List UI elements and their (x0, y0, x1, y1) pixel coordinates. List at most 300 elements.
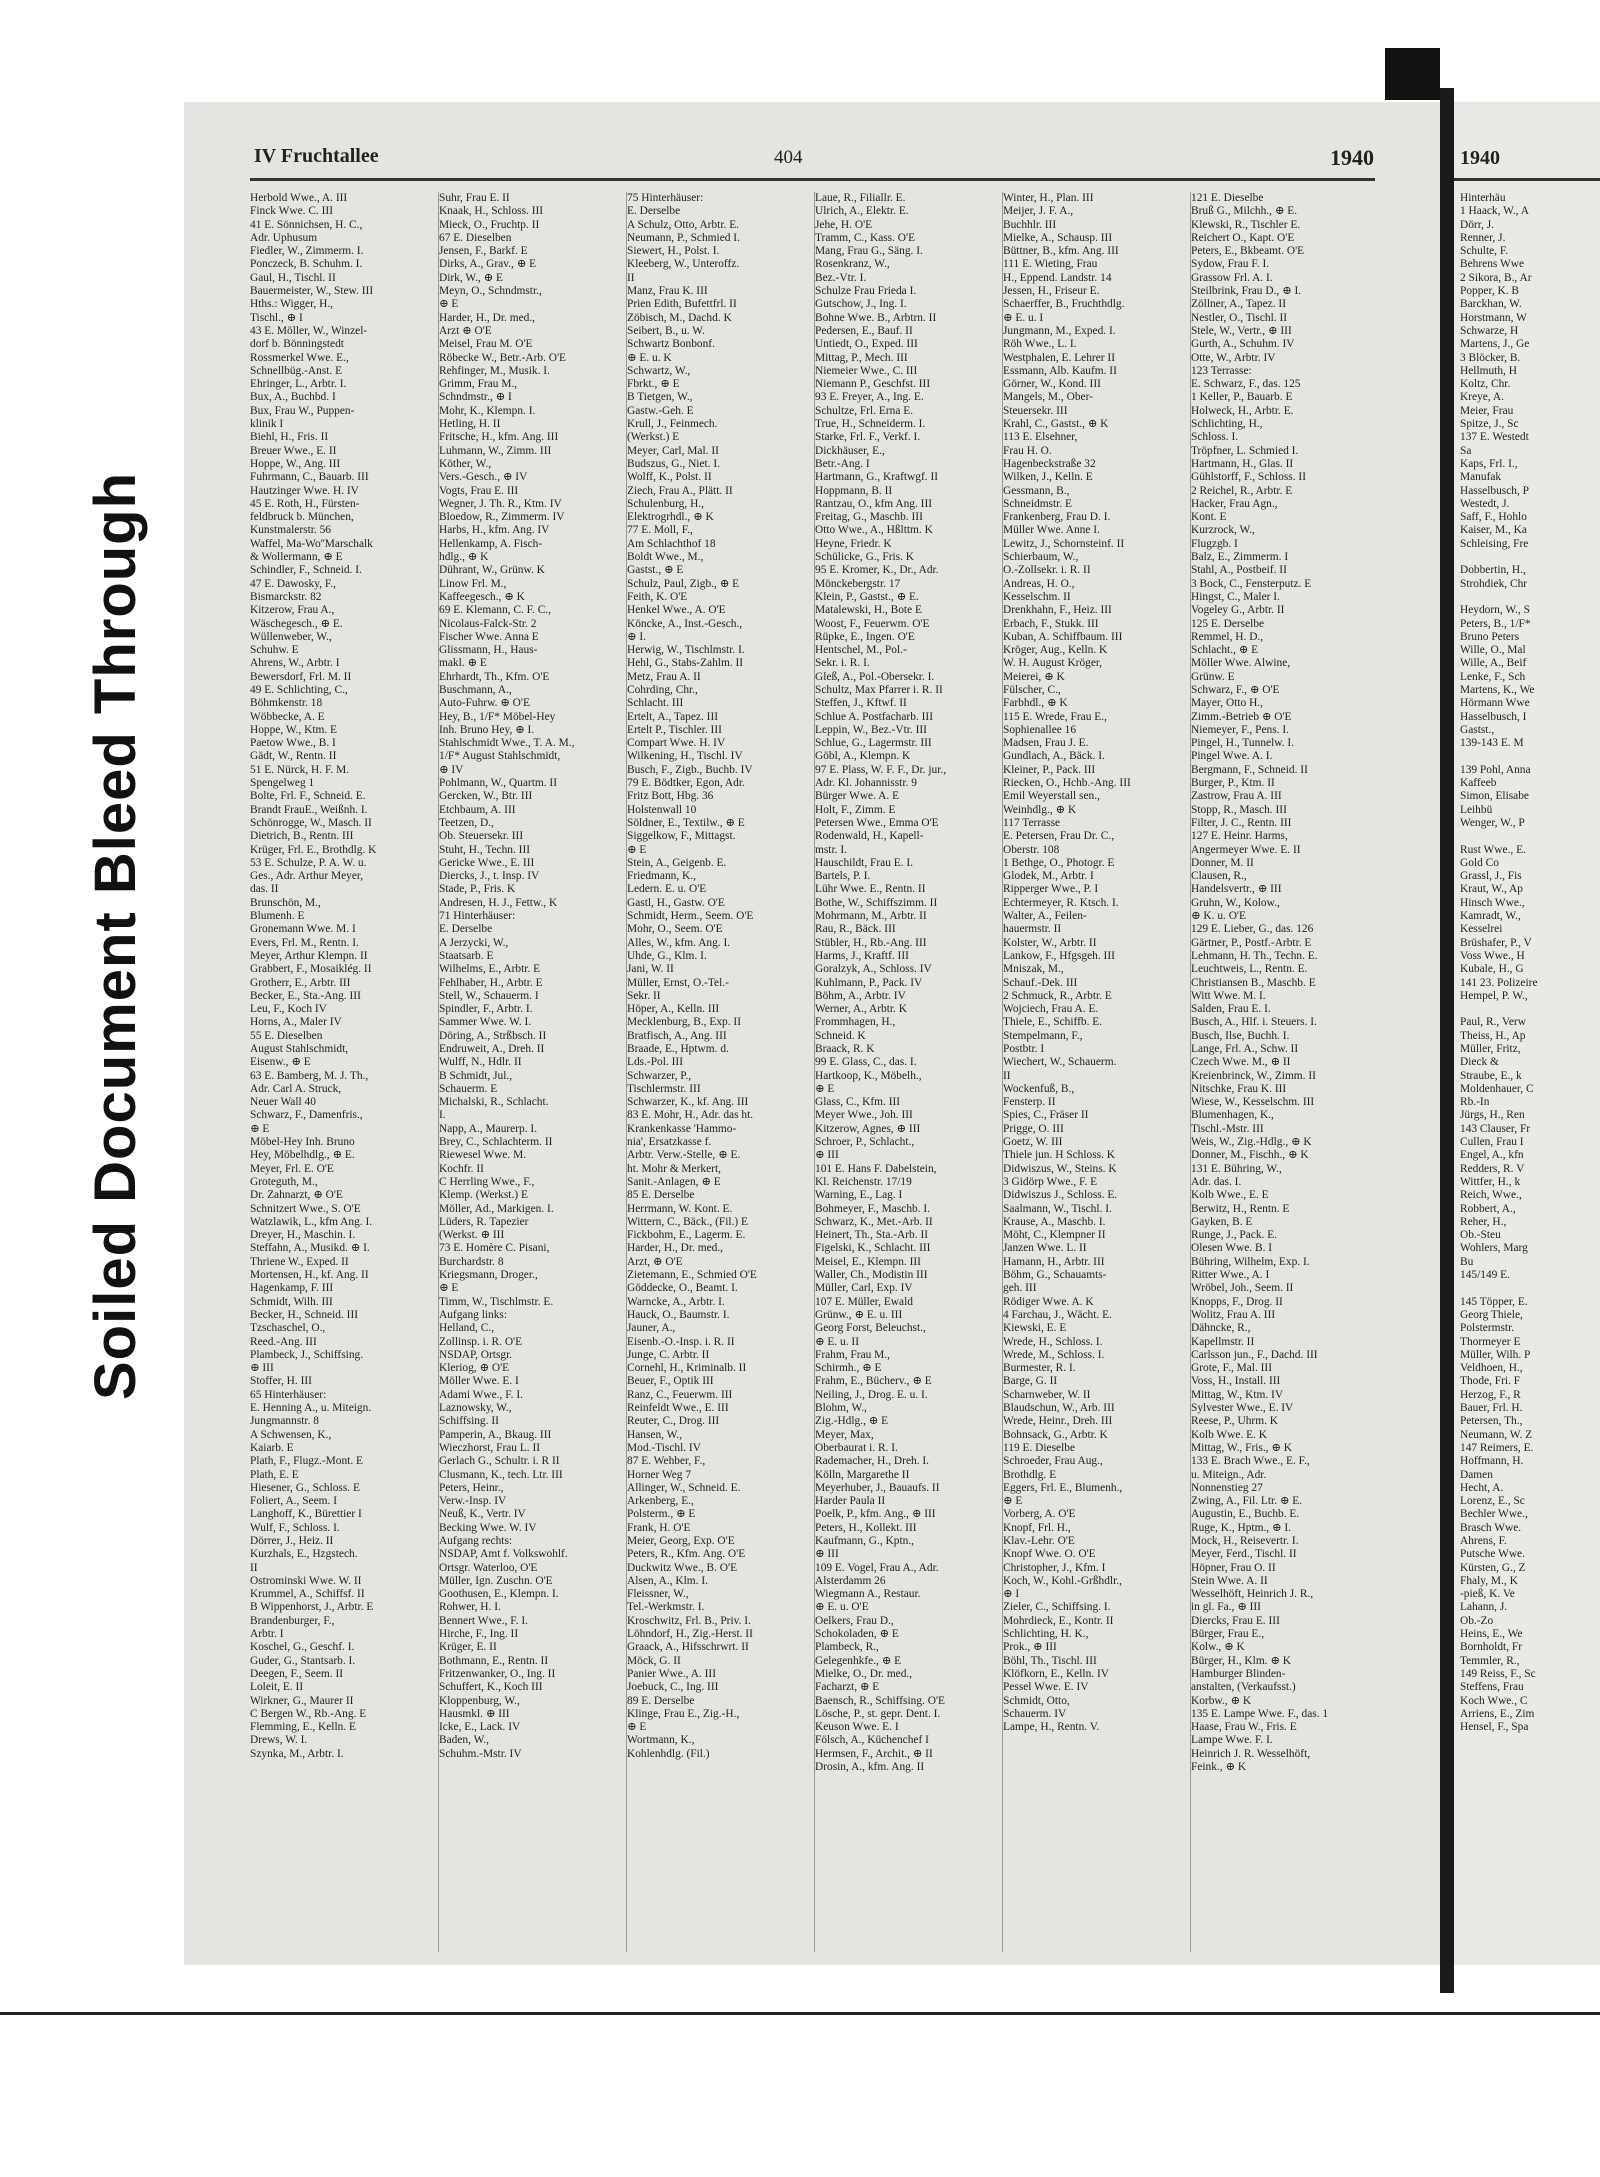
directory-entry: Dietrich, B., Rentn. III (250, 830, 354, 843)
directory-entry: Niemann P., Geschfst. III (815, 378, 931, 391)
directory-entry: makl. ⊕ E (439, 657, 487, 670)
directory-entry: Tel.-Werkmstr. I. (627, 1601, 705, 1614)
directory-entry: Eisenw., ⊕ E (250, 1056, 311, 1069)
directory-entry: Saalmann, W., Tischl. I. (1003, 1202, 1112, 1215)
directory-entry: ⊕ E. u. II (815, 1335, 860, 1348)
directory-entry: Helland, C., (439, 1322, 495, 1335)
directory-entry: ⊕ III (815, 1548, 839, 1561)
directory-entry: geh. III (1003, 1282, 1037, 1295)
directory-entry: C Herrling Wwe., F., (439, 1175, 535, 1188)
adjacent-entry: 145 Töpper, E. (1460, 1295, 1528, 1308)
adjacent-entry: Heins, E., We (1460, 1628, 1523, 1641)
directory-entry: Jungmannstr. 8 (250, 1415, 319, 1428)
directory-entry: Haase, Frau W., Fris. E (1191, 1721, 1297, 1734)
directory-entry: Ulrich, A., Elektr. E. (815, 205, 909, 218)
directory-entry: Emil Weyerstall sen., (1003, 790, 1100, 803)
directory-entry: Grünw. E (1191, 670, 1235, 683)
directory-column-5 (1002, 192, 1189, 1952)
directory-entry: Möller Wwe. E. I (439, 1375, 519, 1388)
directory-entry: Schwarz, F., Damenfris., (250, 1109, 363, 1122)
adjacent-entry: Hempel, P. W., (1460, 989, 1528, 1002)
directory-entry: Schlue, G., Lagermstr. III (815, 737, 932, 750)
directory-entry: Glodek, M., Arbtr. I (1003, 870, 1094, 883)
directory-entry: Lampe Wwe. F. I. (1191, 1734, 1273, 1747)
directory-entry: Schroer, P., Schlacht., (815, 1136, 915, 1149)
directory-entry: 3 Bock, C., Fensterputz. E (1191, 577, 1312, 590)
directory-entry: E. Henning A., u. Miteign. (250, 1402, 372, 1415)
directory-entry: Rau, R., Bäck. III (815, 923, 896, 936)
directory-entry: 111 E. Wieting, Frau (1003, 258, 1098, 271)
directory-entry: Söldner, E., Textilw., ⊕ E (627, 816, 745, 829)
adjacent-entry: Kamradt, W., (1460, 910, 1521, 923)
directory-entry: Blohm, W., (815, 1402, 867, 1415)
directory-entry: Kont. E (1191, 511, 1227, 524)
adjacent-entry: Westedt, J. (1460, 497, 1510, 510)
directory-entry: Oberbaurat i. R. I. (815, 1441, 898, 1454)
directory-entry: Kleeberg, W., Unteroffz. (627, 258, 740, 271)
directory-entry: Jungmann, M., Exped. I. (1003, 324, 1116, 337)
directory-entry: Pamperin, A., Bkaug. III (439, 1428, 552, 1441)
directory-entry: Graack, A., Hifsschrwrt. II (627, 1641, 749, 1654)
directory-entry: Bohne Wwe. B., Arbtrn. II (815, 311, 937, 324)
directory-entry: Fritz Bott, Hbg. 36 (627, 790, 714, 803)
directory-entry: Klewski, R., Tischler E. (1191, 218, 1301, 231)
directory-entry: Joebuck, C., Ing. III (627, 1681, 719, 1694)
directory-entry: Feink., ⊕ K (1191, 1761, 1247, 1774)
directory-entry: Hagenbeckstraße 32 (1003, 457, 1096, 470)
directory-entry: 65 Hinterhäuser: (250, 1388, 327, 1401)
directory-entry: Böhm, G., Schauamts- (1003, 1269, 1107, 1282)
directory-entry: Köther, W., (439, 457, 492, 470)
directory-entry: Wesselhöft, Heinrich J. R., (1191, 1588, 1314, 1601)
directory-entry: Paetow Wwe., B. I (250, 737, 336, 750)
directory-entry: Horns, A., Maler IV (250, 1016, 342, 1029)
directory-entry: Fbrkt., ⊕ E (627, 378, 680, 391)
directory-entry: Rehfinger, M., Musik. I. (439, 364, 550, 377)
directory-entry: Biehl, H., Fris. II (250, 431, 329, 444)
adjacent-entry: Redders, R. V (1460, 1162, 1525, 1175)
adjacent-page-year: 1940 (1460, 147, 1500, 169)
directory-entry: Kohlenhdlg. (Fil.) (627, 1747, 710, 1760)
directory-entry: Hermsen, F., Archit., ⊕ II (815, 1747, 933, 1760)
directory-entry: Busch, A., Hlf. i. Steuers. I. (1191, 1016, 1317, 1029)
adjacent-entry: Schwarze, H (1460, 324, 1519, 337)
directory-entry: Gärtner, P., Postf.-Arbtr. E (1191, 936, 1312, 949)
directory-entry: Sekr. II (627, 989, 661, 1002)
directory-entry: Salden, Frau E. I. (1191, 1003, 1271, 1016)
directory-entry: hauermstr. II (1003, 923, 1062, 936)
directory-entry: Friedmann, K., (627, 870, 696, 883)
directory-entry: Rodenwald, H., Kapell- (815, 830, 924, 843)
directory-entry: Echtermeyer, R. Ktsch. I. (1003, 896, 1119, 909)
directory-entry: Kölln, Margarethe II (815, 1468, 910, 1481)
directory-entry: 119 E. Dieselbe (1003, 1441, 1076, 1454)
directory-entry: Prien Edith, Bufettfrl. II (627, 298, 737, 311)
directory-entry: Peters, Heinr., (439, 1481, 504, 1494)
adjacent-entry: 149 Reiss, F., Sc (1460, 1667, 1536, 1680)
directory-entry: Mohr, O., Seem. O'E (627, 923, 723, 936)
directory-entry: Frommhagen, H., (815, 1016, 896, 1029)
directory-entry: Langhoff, K., Bürettier I (250, 1508, 362, 1521)
directory-entry: 43 E. Möller, W., Winzel- (250, 324, 368, 337)
directory-entry: Meyer Wwe., Joh. III (815, 1109, 913, 1122)
directory-entry: Carlsson jun., F., Dachd. III (1191, 1348, 1318, 1361)
directory-entry: Warncke, A., Arbtr. I. (627, 1295, 725, 1308)
adjacent-entry: Bu (1460, 1255, 1474, 1268)
directory-entry: Schmidt, Wilh. III (250, 1295, 333, 1308)
directory-entry: Siggelkow, F., Mittagst. (627, 830, 736, 843)
directory-entry: Steilbrink, Frau D., ⊕ I. (1191, 285, 1302, 298)
adjacent-entry: Lorenz, E., Sc (1460, 1495, 1525, 1508)
adjacent-entry: 141 23. Polizeire (1460, 976, 1538, 989)
directory-entry: Schloss. I. (1191, 431, 1239, 444)
directory-entry: Bohmeyer, F., Maschb. I. (815, 1202, 931, 1215)
directory-entry: Bux, Frau W., Puppen- (250, 404, 355, 417)
directory-entry: Schnellbüg.-Anst. E (250, 364, 343, 377)
directory-entry: Ledern. E. u. O'E (627, 883, 707, 896)
directory-entry: Arzt, ⊕ O'E (627, 1255, 683, 1268)
directory-entry: Oelkers, Frau D., (815, 1614, 894, 1627)
directory-entry: A Jerzycki, W., (439, 936, 509, 949)
directory-entry: Wilkening, H., Tischl. IV (627, 750, 743, 763)
directory-entry: 71 Hinterhäuser: (439, 910, 516, 923)
directory-entry: Burchardstr. 8 (439, 1255, 504, 1268)
directory-entry: Spies, C., Fräser II (1003, 1109, 1089, 1122)
adjacent-entry: Sa (1460, 444, 1472, 457)
directory-entry: Knopf, Frl. H., (1003, 1521, 1071, 1534)
directory-entry: Peters, H., Kollekt. III (815, 1521, 917, 1534)
directory-entry: 93 E. Freyer, A., Ing. E. (815, 391, 924, 404)
directory-entry: Flugzgb. I (1191, 537, 1238, 550)
directory-entry: Brandenburger, F., (250, 1614, 335, 1627)
directory-entry: Schwarz, K., Met.-Arb. II (815, 1215, 933, 1228)
directory-column-2 (438, 192, 625, 1952)
directory-entry: Ruge, K., Hptm., ⊕ I. (1191, 1521, 1292, 1534)
directory-entry: Alles, W., kfm. Ang. I. (627, 936, 731, 949)
directory-entry: Weinhdlg., ⊕ K (1003, 803, 1077, 816)
directory-entry: 127 E. Heinr. Harms, (1191, 830, 1288, 843)
directory-entry: Schulz, Paul, Zigb., ⊕ E (627, 577, 740, 590)
directory-entry: Elektrogrhdl., ⊕ K (627, 511, 714, 524)
adjacent-entry: Moldenhauer, C (1460, 1082, 1534, 1095)
directory-entry: Frankenberg, Frau D. I. (1003, 511, 1111, 524)
adjacent-entry: 147 Reimers, E. (1460, 1441, 1534, 1454)
directory-entry: Grabbert, F., Mosaiklég. II (250, 963, 372, 976)
directory-entry: Farbhdl., ⊕ K (1003, 697, 1068, 710)
directory-entry: Stahlschmidt Wwe., T. A. M., (439, 737, 575, 750)
directory-entry: Dreyer, H., Maschin. I. (250, 1229, 356, 1242)
directory-entry: Pessel Wwe. E. IV (1003, 1681, 1089, 1694)
directory-entry: Nicolaus-Falck-Str. 2 (439, 617, 537, 630)
directory-entry: Scharnweber, W. II (1003, 1388, 1091, 1401)
directory-entry: Gaul, H., Tischl. II (250, 271, 336, 284)
directory-entry: Bühring, Wilhelm, Exp. I. (1191, 1255, 1310, 1268)
directory-entry: Höper, A., Kelln. III (627, 1003, 720, 1016)
directory-entry: Diercks, J., t. Insp. IV (439, 870, 540, 883)
directory-entry: Arzt ⊕ O'E (439, 324, 492, 337)
directory-entry: B Tietgen, W., (627, 391, 693, 404)
directory-entry: Horner Weg 7 (627, 1468, 692, 1481)
directory-entry: NSDAP, Amt f. Volkswohlf. (439, 1548, 568, 1561)
directory-entry: Fuhrmann, C., Bauarb. III (250, 471, 369, 484)
directory-entry: Müller, Ernst, O.-Tel.- (627, 976, 729, 989)
directory-entry: Olesen Wwe. B. I (1191, 1242, 1273, 1255)
directory-entry: Diercks, Frau E. III (1191, 1614, 1280, 1627)
adjacent-entry: Hensel, F., Spa (1460, 1721, 1529, 1734)
directory-entry: Harder, H., Dr. med., (439, 311, 536, 324)
directory-entry: Bux, A., Buchbd. I (250, 391, 336, 404)
directory-entry: Spengelweg 1 (250, 777, 315, 790)
directory-entry: Siewert, H., Polst. I. (627, 245, 720, 258)
street-heading: IV Fruchtallee (254, 145, 379, 167)
directory-entry: ht. Mohr & Merkert, (627, 1162, 721, 1175)
directory-entry: Görner, W., Kond. III (1003, 378, 1101, 391)
adjacent-entry: Reher, H., (1460, 1215, 1507, 1228)
adjacent-entry: Kesselrei (1460, 923, 1503, 936)
directory-entry: Bürger Wwe. A. E (815, 790, 900, 803)
directory-entry: feldbruck b. München, (250, 511, 354, 524)
directory-entry: 83 E. Mohr, H., Adr. das ht. (627, 1109, 754, 1122)
adjacent-entry: Martens, J., Ge (1460, 338, 1530, 351)
directory-entry: Stempelmann, F., (1003, 1029, 1083, 1042)
directory-entry: Matalewski, H., Bote E (815, 604, 922, 617)
directory-page (184, 102, 1440, 1965)
adjacent-entry: Reich, Wwe., (1460, 1189, 1522, 1202)
directory-entry: II (1003, 1069, 1011, 1082)
directory-entry: Meierei, ⊕ K (1003, 670, 1065, 683)
directory-entry: Lösche, P., st. gepr. Dent. I. (815, 1707, 941, 1720)
directory-entry: Hirche, F., Ing. II (439, 1628, 519, 1641)
directory-entry: (Werkst.) E (627, 431, 680, 444)
adjacent-entry: Horstmann, W (1460, 311, 1527, 324)
adjacent-entry: Hoffmann, H. (1460, 1455, 1524, 1468)
adjacent-entry: Dörr, J. (1460, 218, 1495, 231)
adjacent-entry: Spitze, J., Sc (1460, 418, 1519, 431)
directory-entry: Herbold Wwe., A. III (250, 192, 348, 204)
directory-entry: Ehringer, L., Arbtr. I. (250, 378, 347, 391)
directory-entry: Verw.-Insp. IV (439, 1495, 507, 1508)
directory-entry: Schindler, F., Schneid. I. (250, 564, 362, 577)
directory-entry: Gerlach G., Schultr. i. R II (439, 1455, 560, 1468)
adjacent-entry: Kaffeeb (1460, 777, 1497, 790)
header-rule (250, 178, 1375, 181)
directory-entry: Stoffer, H. III (250, 1375, 312, 1388)
directory-entry: 85 E. Derselbe (627, 1189, 695, 1202)
adjacent-entry: Voss Wwe., H (1460, 949, 1525, 962)
directory-entry: Braack, R. K (815, 1043, 875, 1055)
directory-entry: Becking Wwe. W. IV (439, 1521, 537, 1534)
directory-entry: Boldt Wwe., M., (627, 551, 704, 564)
directory-entry: Gühlstorff, F., Schloss. II (1191, 471, 1307, 484)
directory-entry: Oberstr. 108 (1003, 843, 1060, 856)
adjacent-entry: Wittfer, H., k (1460, 1175, 1521, 1188)
binding-edge (1440, 88, 1454, 1993)
directory-entry: Luhmann, W., Zimm. III (439, 444, 552, 457)
adjacent-entry (1460, 830, 1600, 843)
directory-entry: 67 E. Dieselben (439, 231, 512, 244)
directory-entry: Frank, H. O'E (627, 1521, 691, 1534)
adjacent-entry: 139-143 E. M (1460, 737, 1524, 750)
directory-entry: Kunstmalerstr. 56 (250, 524, 331, 537)
directory-entry: Kreienbrinck, W., Zimm. II (1191, 1069, 1316, 1082)
directory-entry: Knaak, H., Schloss. III (439, 205, 544, 218)
adjacent-entry: Petersen, Th., (1460, 1415, 1523, 1428)
directory-entry: Schndmstr., ⊕ I (439, 391, 512, 404)
adjacent-entry: Brüshafer, P., V (1460, 936, 1532, 949)
adjacent-entry: Rb.-In (1460, 1096, 1490, 1109)
directory-entry: Müller, Ign. Zuschn. O'E (439, 1574, 553, 1587)
adjacent-entry: Cullen, Frau I (1460, 1136, 1524, 1149)
directory-entry: Sammer Wwe. W. I. (439, 1016, 532, 1029)
directory-entry: Donner, M., Fischh., ⊕ K (1191, 1149, 1309, 1162)
adjacent-entry: 143 Clauser, Fr (1460, 1122, 1531, 1135)
adjacent-entry: Renner, J. (1460, 231, 1506, 244)
adjacent-entry (1460, 591, 1600, 604)
directory-entry: Sekr. i. R. I. (815, 657, 870, 670)
directory-entry: Rosenkranz, W., (815, 258, 890, 271)
adjacent-entry: Fhaly, M., K (1460, 1574, 1518, 1587)
directory-entry: Tzschaschel, O., (250, 1322, 326, 1335)
directory-entry: Kolb Wwe., E. E (1191, 1189, 1269, 1202)
directory-entry: Hamburger Blinden- (1191, 1667, 1286, 1680)
directory-entry: Brunschön, M., (250, 896, 321, 909)
directory-entry: Henkel Wwe., A. O'E (627, 604, 726, 617)
directory-entry: Vers.-Gesch., ⊕ IV (439, 471, 528, 484)
directory-entry: Adr. Uphusum (250, 231, 318, 244)
directory-entry: Staatsarb. E (439, 949, 494, 962)
directory-entry: Loleit, E. II (250, 1681, 304, 1694)
directory-entry: Lüders, R. Tapezier (439, 1215, 529, 1228)
directory-entry: Meyer, Arthur Klempn. II (250, 949, 368, 962)
directory-entry: mstr. I. (815, 843, 847, 856)
directory-entry: Dörrer, J., Heiz. II (250, 1534, 334, 1547)
directory-entry: Herwig, W., Tischlmstr. I. (627, 644, 745, 657)
directory-entry: Hartmann, H., Glas. II (1191, 457, 1294, 470)
directory-entry: Clausen, R., (1191, 870, 1247, 883)
directory-entry: Wolitz, Frau A. III (1191, 1308, 1276, 1321)
directory-entry: Cohrding, Chr., (627, 683, 698, 696)
directory-entry: Thiele jun. H Schloss. K (1003, 1149, 1115, 1162)
directory-entry: Meyerhuber, J., Bauaufs. II (815, 1481, 940, 1494)
directory-entry: Krull, J., Feinmech. (627, 418, 718, 431)
directory-entry: Jani, W. II (627, 963, 674, 976)
directory-entry: Kloppenburg, W., (439, 1694, 520, 1707)
directory-entry: Göbl, A., Klempn. K (815, 750, 911, 763)
directory-entry: Blumenhagen, K., (1191, 1109, 1274, 1122)
directory-entry: Kiewski, E. E (1003, 1322, 1067, 1335)
directory-entry: Gessmann, B., (1003, 484, 1070, 497)
directory-entry: Zollinsp. i. R. O'E (439, 1335, 523, 1348)
directory-entry: Fischer Wwe. Anna E (439, 630, 539, 643)
directory-column-3 (626, 192, 813, 1952)
directory-entry: 109 E. Vogel, Frau A., Adr. (815, 1561, 939, 1574)
directory-entry: Grotherr, E., Arbtr. III (250, 976, 351, 989)
adjacent-entry: Wohlers, Marg (1460, 1242, 1528, 1255)
directory-entry: Wiese, W., Kesselschm. III (1191, 1096, 1315, 1109)
directory-entry: Gurth, A., Schuhm. IV (1191, 338, 1295, 351)
directory-entry: Niemeier Wwe., C. III (815, 364, 918, 377)
adjacent-entry: Hecht, A. (1460, 1481, 1504, 1494)
directory-entry: ⊕ III (815, 1149, 839, 1162)
directory-entry: Christiansen B., Maschb. E (1191, 976, 1316, 989)
directory-entry: Tischl., ⊕ I (250, 311, 303, 324)
directory-entry: Lankow, F., Hfgsgeh. III (1003, 949, 1115, 962)
directory-entry: Szynka, M., Arbtr. I. (250, 1747, 344, 1760)
adjacent-entry (1460, 1003, 1600, 1016)
directory-entry: Adami Wwe., F. I. (439, 1388, 523, 1401)
directory-entry: Neuß, K., Vertr. IV (439, 1508, 526, 1521)
adjacent-entry: Wenger, W., P (1460, 816, 1525, 829)
directory-entry: Schneidmstr. E (1003, 497, 1072, 510)
directory-entry: Wiegmann A., Restaur. (815, 1588, 921, 1601)
directory-entry: Mönckebergstr. 17 (815, 577, 901, 590)
directory-entry: Gercken, W., Btr. III (439, 790, 533, 803)
directory-entry: in gl. Fa., ⊕ III (1191, 1601, 1261, 1614)
directory-entry: Lühr Wwe. E., Rentn. II (815, 883, 926, 896)
adjacent-entry: Putsche Wwe. (1460, 1548, 1525, 1561)
directory-entry: Bothe, W., Schiffszimm. II (815, 896, 938, 909)
directory-entry: dorf b. Bönningstedt (250, 338, 344, 351)
directory-entry: 87 E. Wehber, F., (627, 1455, 706, 1468)
directory-entry: Kuhlmann, P., Pack. IV (815, 976, 923, 989)
directory-entry: Mieck, O., Fruchtp. II (439, 218, 540, 231)
directory-entry: Stell, W., Schauerm. I (439, 989, 539, 1002)
directory-entry: Busch, Ilse, Buchh. I. (1191, 1029, 1290, 1042)
directory-entry: Kröger, Aug., Kelln. K (1003, 644, 1108, 657)
directory-entry: Untiedt, O., Exped. III (815, 338, 918, 351)
directory-entry: Duckwitz Wwe., B. O'E (627, 1561, 738, 1574)
directory-entry: 1/F* August Stahlschmidt, (439, 750, 561, 763)
directory-entry: 107 E. Müller, Ewald (815, 1295, 913, 1308)
directory-entry: Hehl, G., Stabs-Zahlm. II (627, 657, 744, 670)
adjacent-entry: Barckhan, W. (1460, 298, 1522, 311)
directory-entry: Bez.-Vtr. I. (815, 271, 867, 284)
directory-entry: Stele, W., Vertr., ⊕ III (1191, 324, 1292, 337)
directory-entry: Hamann, H., Arbtr. III (1003, 1255, 1105, 1268)
directory-entry: Braade, E., Hptwm. d. (627, 1043, 729, 1055)
directory-entry: Otto Wwe., A., Hßlttm. K (815, 524, 933, 537)
adjacent-page-rule (1454, 178, 1600, 181)
directory-entry: 113 E. Elsehner, (1003, 431, 1078, 444)
directory-entry: Thiele, E., Schiffb. E. (1003, 1016, 1103, 1029)
directory-entry: Schuffert, K., Koch III (439, 1681, 543, 1694)
directory-entry: Mittag, W., Fris., ⊕ K (1191, 1441, 1292, 1454)
directory-entry: Zwing, A., Fil. Ltr. ⊕ E. (1191, 1495, 1303, 1508)
directory-entry: Uhde, G., Klm. I. (627, 949, 707, 962)
directory-entry: Hagenkamp, F. III (250, 1282, 334, 1295)
directory-entry: Hoppmann, B. II (815, 484, 893, 497)
directory-entry: Beuer, F., Optik III (627, 1375, 714, 1388)
directory-entry: Wittern, C., Bäck., (Fil.) E (627, 1215, 749, 1228)
directory-entry: Meyer, Frl. E. O'E (250, 1162, 334, 1175)
directory-entry: Mock, H., Reisevertr. I. (1191, 1534, 1299, 1547)
directory-entry: Wulff, N., Hdlr. II (439, 1056, 522, 1069)
directory-entry: Drenkhahn, F., Heiz. III (1003, 604, 1112, 617)
adjacent-entry: Arriens, E., Zim (1460, 1707, 1535, 1720)
directory-entry: Schlacht., ⊕ E (1191, 644, 1259, 657)
directory-entry: Watzlawik, L., kfm Ang. I. (250, 1215, 373, 1228)
directory-entry: Reese, P., Uhrm. K (1191, 1415, 1279, 1428)
directory-entry: Höpner, Frau O. II (1191, 1561, 1276, 1574)
directory-entry: A Schulz, Otto, Arbtr. E. (627, 218, 740, 231)
directory-entry: Ertelt, A., Tapez. III (627, 710, 719, 723)
directory-entry: Grote, F., Mal. III (1191, 1362, 1273, 1375)
directory-entry: Pingel, H., Tunnelw. I. (1191, 737, 1295, 750)
directory-entry: anstalten, (Verkaufsst.) (1191, 1681, 1296, 1694)
directory-entry: II (250, 1561, 258, 1574)
directory-entry: Gronemann Wwe. M. I (250, 923, 356, 936)
directory-entry: Arbtr. Verw.-Stelle, ⊕ E. (627, 1149, 741, 1162)
